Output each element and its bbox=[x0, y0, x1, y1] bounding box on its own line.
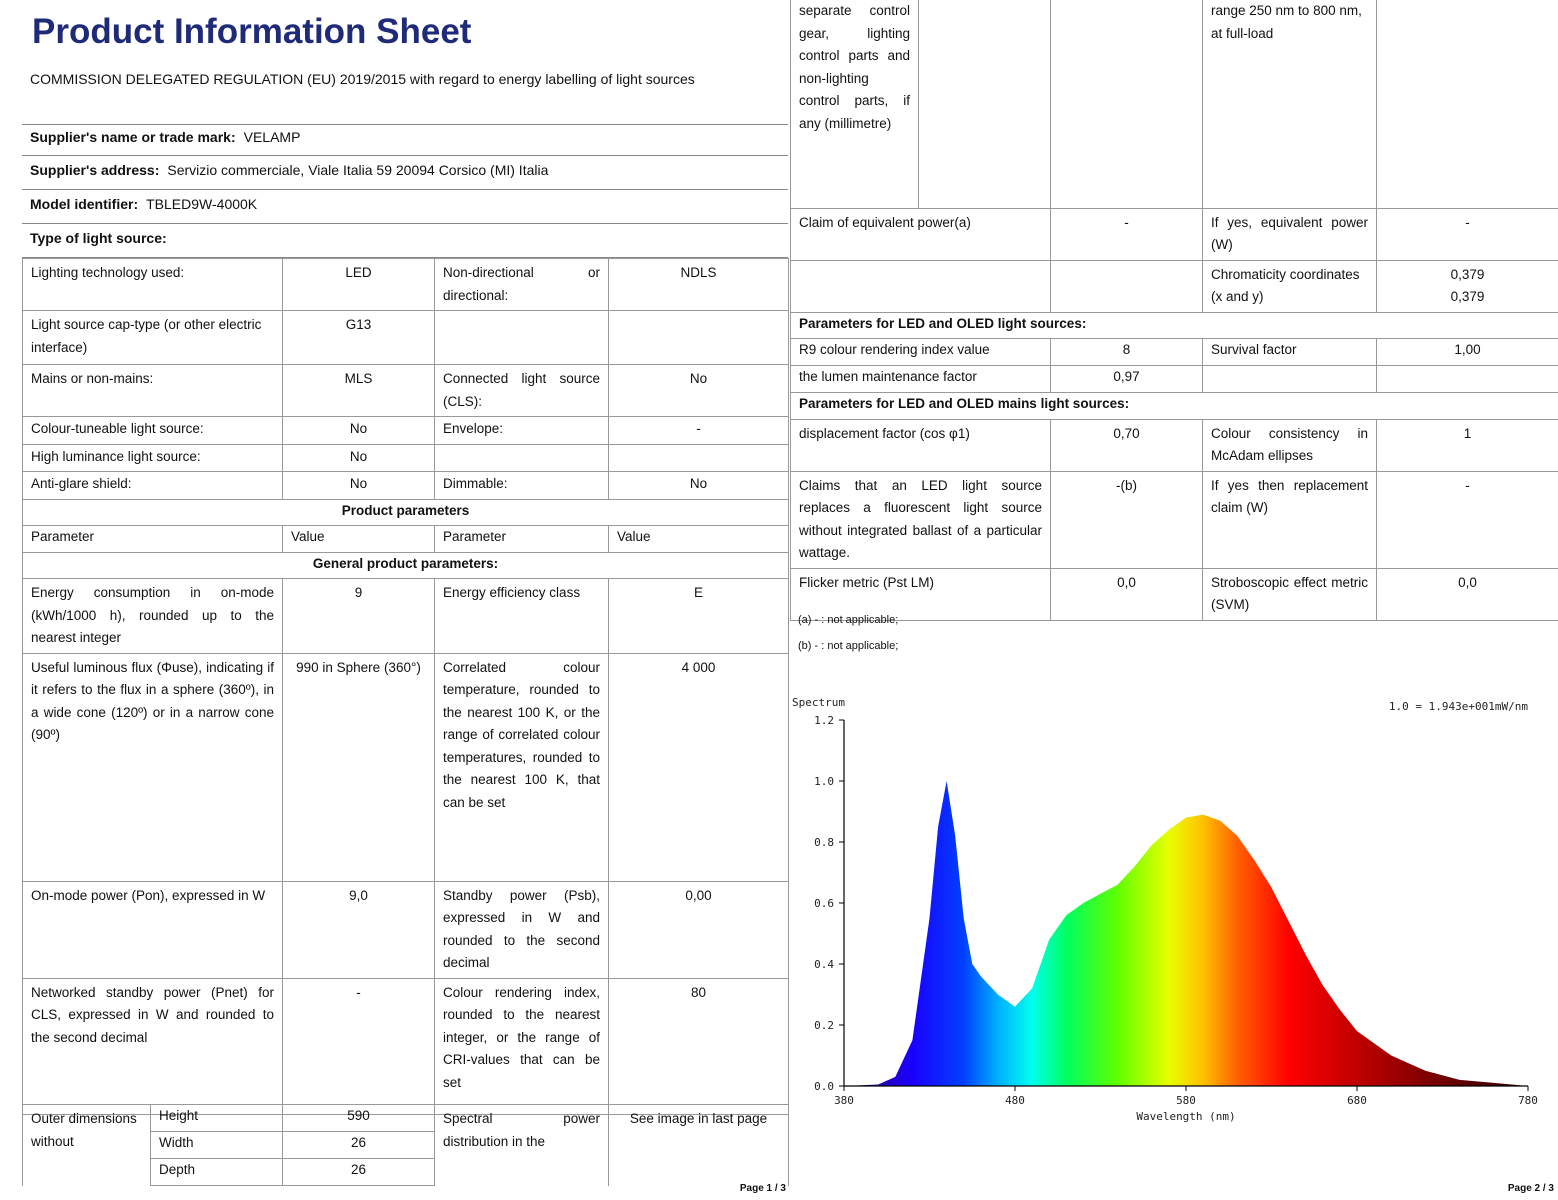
table-row bbox=[791, 312, 1558, 339]
param-cell: Light source cap-type (or other electric interface) bbox=[23, 311, 283, 365]
value-cell: 8 bbox=[1051, 339, 1203, 366]
value-cell: 0,0 bbox=[1051, 568, 1203, 620]
page-number: Page 2 / 3 bbox=[1507, 1183, 1554, 1194]
table-row bbox=[791, 0, 1558, 208]
param-cell: Envelope: bbox=[435, 417, 609, 445]
param-cell: Flicker metric (Pst LM) bbox=[791, 568, 1051, 620]
value-cell: No bbox=[609, 472, 789, 500]
regulation-text: COMMISSION DELEGATED REGULATION (EU) 2019/2015 with regard to energy labelling of light sources bbox=[30, 71, 695, 87]
param-cell: Non-directional or directional: bbox=[435, 259, 609, 311]
param-cell: Standby power (Psb), expressed in W and rounded to the second decimal bbox=[435, 881, 609, 978]
y-tick-label: 0.2 bbox=[814, 1019, 834, 1032]
table-row bbox=[23, 259, 789, 311]
value-cell: E bbox=[609, 579, 789, 654]
param-cell: On-mode power (Pon), expressed in W bbox=[23, 881, 283, 978]
value-cell: 1 bbox=[1377, 419, 1558, 471]
table-row bbox=[791, 366, 1558, 393]
spectrum-chart bbox=[790, 688, 1540, 1128]
value-cell bbox=[1051, 260, 1203, 312]
x-tick-label: 380 bbox=[834, 1094, 854, 1107]
param-cell: Connected light source (CLS): bbox=[435, 365, 609, 417]
dim-label: Height bbox=[151, 1105, 283, 1132]
type-label: Type of light source: bbox=[30, 230, 167, 246]
table-row bbox=[23, 552, 789, 579]
y-tick-label: 0.6 bbox=[814, 897, 834, 910]
value-cell: 0,97 bbox=[1051, 366, 1203, 393]
x-tick-label: 780 bbox=[1518, 1094, 1538, 1107]
table-row bbox=[23, 417, 789, 445]
value-cell: - bbox=[1377, 208, 1558, 260]
chart-title: Spectrum bbox=[792, 696, 845, 709]
value-cell: 990 in Sphere (360°) bbox=[283, 653, 435, 881]
dim-value: 26 bbox=[283, 1159, 435, 1186]
table-row bbox=[23, 444, 789, 472]
param-cell: Dimmable: bbox=[435, 472, 609, 500]
x-tick-label: 580 bbox=[1176, 1094, 1196, 1107]
page-number: Page 1 / 3 bbox=[739, 1183, 786, 1194]
table-row bbox=[23, 579, 789, 654]
value-cell: LED bbox=[283, 259, 435, 311]
param-cell bbox=[435, 311, 609, 365]
page-title: Product Information Sheet bbox=[32, 12, 472, 51]
param-cell: High luminance light source: bbox=[23, 444, 283, 472]
value-cell: - bbox=[1377, 471, 1558, 568]
table-row bbox=[791, 339, 1558, 366]
param-cell: Stroboscopic effect metric (SVM) bbox=[1203, 568, 1377, 620]
x-tick-label: 680 bbox=[1347, 1094, 1367, 1107]
value-cell: 0,379 0,379 bbox=[1377, 260, 1558, 312]
spd-value: See image in last page bbox=[609, 1105, 789, 1186]
param-cell: Colour rendering index, rounded to the nearest integer, or the range of CRI-values that can be set bbox=[435, 978, 609, 1114]
param-cell: If yes then replacement claim (W) bbox=[1203, 471, 1377, 568]
y-tick-label: 1.2 bbox=[814, 714, 834, 727]
table-row bbox=[23, 881, 789, 978]
value-cell: MLS bbox=[283, 365, 435, 417]
table-row bbox=[23, 365, 789, 417]
value-cell: 4 000 bbox=[609, 653, 789, 881]
param-cell: Energy efficiency class bbox=[435, 579, 609, 654]
supplier-address-value: Servizio commerciale, Viale Italia 59 20094 Corsico (MI) Italia bbox=[167, 162, 549, 178]
value-cell: - bbox=[283, 978, 435, 1114]
param-cell: If yes, equivalent power (W) bbox=[1203, 208, 1377, 260]
table-row bbox=[23, 499, 789, 526]
model-row bbox=[22, 192, 788, 224]
page-2 bbox=[790, 0, 1558, 1200]
param-cell: Anti-glare shield: bbox=[23, 472, 283, 500]
type-table bbox=[22, 258, 789, 1115]
value-cell bbox=[609, 311, 789, 365]
value-cell: 1,00 bbox=[1377, 339, 1558, 366]
dim-value: 590 bbox=[283, 1105, 435, 1132]
table-row bbox=[791, 208, 1558, 260]
empty-cell bbox=[1051, 0, 1203, 208]
section-header: Parameters for LED and OLED mains light sources: bbox=[791, 393, 1558, 420]
spd-label: Spectral power distribution in the bbox=[435, 1105, 609, 1186]
dimensions-table bbox=[22, 1104, 789, 1186]
supplier-name-label: Supplier's name or trade mark: bbox=[30, 129, 236, 145]
param-cell: Lighting technology used: bbox=[23, 259, 283, 311]
table-row bbox=[23, 311, 789, 365]
value-cell: G13 bbox=[283, 311, 435, 365]
param-cell bbox=[791, 260, 1051, 312]
param-cell: Networked standby power (Pnet) for CLS, expressed in W and rounded to the second decimal bbox=[23, 978, 283, 1114]
param-cell: Chromaticity coordinates (x and y) bbox=[1203, 260, 1377, 312]
column-header: Value bbox=[609, 526, 789, 553]
value-cell: 0,0 bbox=[1377, 568, 1558, 620]
empty-cell bbox=[919, 0, 1051, 208]
section-header: General product parameters: bbox=[23, 552, 789, 579]
outer-dimensions-label: Outer dimensions without bbox=[23, 1105, 151, 1186]
table-row bbox=[23, 472, 789, 500]
type-row bbox=[22, 226, 788, 258]
page2-table bbox=[790, 0, 1558, 621]
chart-root bbox=[792, 696, 1538, 1123]
param-cell: the lumen maintenance factor bbox=[791, 366, 1051, 393]
param-cell: displacement factor (cos φ1) bbox=[791, 419, 1051, 471]
table-row bbox=[23, 653, 789, 881]
supplier-address-row bbox=[22, 158, 788, 190]
value-cell: - bbox=[1051, 208, 1203, 260]
x-tick-label: 480 bbox=[1005, 1094, 1025, 1107]
param-cell: Survival factor bbox=[1203, 339, 1377, 366]
param-cell: Useful luminous flux (Φuse), indicating if it refers to the flux in a sphere (360º), in a wide cone (120º) or in a narrow cone (90º) bbox=[23, 653, 283, 881]
value-cell: 0,00 bbox=[609, 881, 789, 978]
model-label: Model identifier: bbox=[30, 196, 139, 212]
value-cell: 9,0 bbox=[283, 881, 435, 978]
value-cell: No bbox=[283, 444, 435, 472]
param-cell: Claim of equivalent power(a) bbox=[791, 208, 1051, 260]
table-row bbox=[23, 978, 789, 1114]
param-cell: Claims that an LED light source replaces a fluorescent light source without integrated ballast of a particular wattage. bbox=[791, 471, 1051, 568]
section-header: Parameters for LED and OLED light sources: bbox=[791, 312, 1558, 339]
param-cell: Correlated colour temperature, rounded to the nearest 100 K, or the range of correlated colour temperatures, rounded to the nearest 100 K, that can be set bbox=[435, 653, 609, 881]
value-cell bbox=[1377, 366, 1558, 393]
table-row bbox=[791, 393, 1558, 420]
param-cell: Mains or non-mains: bbox=[23, 365, 283, 417]
section-header: Product parameters bbox=[23, 499, 789, 526]
dim-value: 26 bbox=[283, 1132, 435, 1159]
supplier-name-value: VELAMP bbox=[243, 129, 301, 145]
value-cell: No bbox=[609, 365, 789, 417]
y-tick-label: 0.4 bbox=[814, 958, 834, 971]
table-row bbox=[791, 260, 1558, 312]
param-cell: Energy consumption in on-mode (kWh/1000 h), rounded up to the nearest integer bbox=[23, 579, 283, 654]
table-row bbox=[23, 1105, 789, 1132]
value-cell: 0,70 bbox=[1051, 419, 1203, 471]
value-cell: 9 bbox=[283, 579, 435, 654]
value-cell bbox=[609, 444, 789, 472]
table-row bbox=[791, 419, 1558, 471]
table-row bbox=[791, 471, 1558, 568]
column-header: Parameter bbox=[23, 526, 283, 553]
param-cell: R9 colour rendering index value bbox=[791, 339, 1051, 366]
y-tick-label: 0.0 bbox=[814, 1080, 834, 1093]
value-cell: No bbox=[283, 472, 435, 500]
supplier-address-label: Supplier's address: bbox=[30, 162, 160, 178]
footnote-b: (b) - : not applicable; bbox=[798, 640, 899, 652]
value-cell: -(b) bbox=[1051, 471, 1203, 568]
column-header: Parameter bbox=[435, 526, 609, 553]
value-cell: NDLS bbox=[609, 259, 789, 311]
x-axis-label: Wavelength (nm) bbox=[1136, 1110, 1236, 1123]
value-cell: 80 bbox=[609, 978, 789, 1114]
column-header: Value bbox=[283, 526, 435, 553]
footnote-a: (a) - : not applicable; bbox=[798, 614, 899, 626]
spectrum-area bbox=[844, 781, 1528, 1086]
value-cell: - bbox=[609, 417, 789, 445]
empty-cell bbox=[1377, 0, 1558, 208]
param-cell bbox=[1203, 366, 1377, 393]
continued-param-cell: range 250 nm to 800 nm, at full-load bbox=[1203, 0, 1377, 208]
model-value: TBLED9W-4000K bbox=[146, 196, 258, 212]
param-cell bbox=[435, 444, 609, 472]
table-row bbox=[791, 568, 1558, 620]
dim-label: Width bbox=[151, 1132, 283, 1159]
supplier-name-row bbox=[22, 124, 788, 156]
value-cell: No bbox=[283, 417, 435, 445]
continued-param-cell: separate control gear, lighting control parts and non-lighting control parts, if any (millimetre) bbox=[791, 0, 919, 208]
table-row bbox=[23, 526, 789, 553]
chart-scale-note: 1.0 = 1.943e+001mW/nm bbox=[1388, 700, 1528, 713]
param-cell: Colour consistency in McAdam ellipses bbox=[1203, 419, 1377, 471]
param-cell: Colour-tuneable light source: bbox=[23, 417, 283, 445]
y-tick-label: 1.0 bbox=[814, 775, 834, 788]
dim-label: Depth bbox=[151, 1159, 283, 1186]
y-tick-label: 0.8 bbox=[814, 836, 834, 849]
